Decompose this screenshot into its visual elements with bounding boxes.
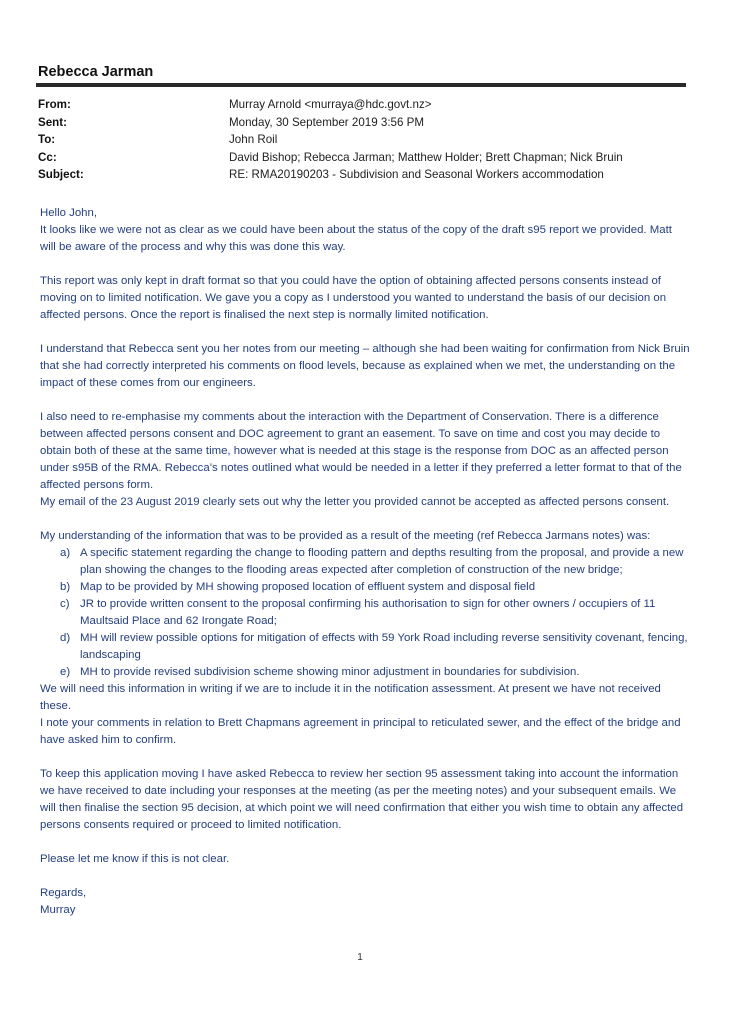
from-label: From:	[38, 98, 71, 111]
from-row	[38, 96, 688, 114]
paragraph-4: I also need to re-emphasise my comments about the interaction with the Department of Conservation. There is a difference between affected persons consent and DOC agreement to grant an easement. To save on time and cost you may decide to obtain both of these at the same time, however what is needed at this stage is the response from DOC as an affected person under s95B of the RMA. Rebecca’s notes outlined what would be needed in a letter if they preferred a letter format to that of the affected persons form.	[40, 411, 682, 491]
to-label: To:	[38, 133, 56, 146]
paragraph-5: My email of the 23 August 2019 clearly sets out why the letter you provided cannot be accepted as affected persons consent.	[40, 496, 670, 508]
list-item: c) JR to provide written consent to the proposal confirming his authorisation to sign for other owners / occupiers of 11 Maultsaid Place and 62 Irongate Road;	[60, 598, 656, 627]
sent-row	[38, 114, 688, 132]
paragraph-8: I note your comments in relation to Brett Chapmans agreement in principal to reticulated sewer, and the effect of the bridge and have asked him to confirm.	[40, 717, 681, 746]
cc-value: David Bishop; Rebecca Jarman; Matthew Holder; Brett Chapman; Nick Bruin	[229, 150, 623, 164]
page-number: 1	[357, 952, 363, 963]
regards: Regards,	[40, 887, 87, 899]
paragraph-1: It looks like we were not as clear as we could have been about the status of the copy of the draft s95 report we provided. Matt will be aware of the process and why this was done this way.	[40, 224, 672, 253]
list-item: a) A specific statement regarding the change to flooding pattern and depths resulting from the proposal, and provide a new plan showing the changes to the flooding areas expected after completion of construction of the new bridge;	[60, 547, 684, 576]
subject-row	[38, 166, 688, 184]
list-item: e) MH to provide revised subdivision scheme showing minor adjustment in boundaries for subdivision.	[60, 666, 580, 678]
greeting: Hello John,	[40, 207, 97, 219]
cc-label: Cc:	[38, 150, 57, 164]
sent-value: Monday, 30 September 2019 3:56 PM	[229, 115, 425, 129]
list-item: b) Map to be provided by MH showing proposed location of effluent system and disposal field	[60, 581, 536, 593]
paragraph-10: Please let me know if this is not clear.	[40, 853, 230, 865]
paragraph-9: To keep this application moving I have asked Rebecca to review her section 95 assessment taking into account the information we have received to date including your responses at the meeting (as per the meeting notes) and your subsequent emails. We will then finalise the section 95 decision, at which point we will need confirmation that either you wish time to obtain any affected persons consents required or proceed to limited notification.	[40, 768, 684, 831]
mailbox-owner-name: Rebecca Jarman	[38, 64, 154, 80]
to-value: John Roil	[229, 133, 278, 146]
subject-value: RE: RMA20190203 - Subdivision and Seasonal Workers accommodation	[229, 168, 604, 181]
from-value: Murray Arnold <murraya@hdc.govt.nz>	[229, 98, 432, 111]
email-header	[38, 96, 688, 184]
to-row	[38, 131, 688, 149]
list-item: d) MH will review possible options for mitigation of effects with 59 York Road including reverse sensitivity covenant, fencing, landscaping	[60, 632, 688, 661]
subject-label: Subject:	[38, 168, 84, 181]
cc-row	[38, 149, 688, 167]
header-divider	[36, 83, 686, 87]
paragraph-6: My understanding of the information that was to be provided as a result of the meeting (ref Rebecca Jarmans notes) was:	[40, 530, 651, 542]
paragraph-3: I understand that Rebecca sent you her notes from our meeting – although she had been waiting for confirmation from Nick Bruin that she had correctly interpreted his comments on flood levels, because as explained when we met, the understanding on the impact of these comes from our engineers.	[40, 343, 690, 389]
action-list	[40, 545, 690, 681]
email-body	[40, 205, 690, 919]
paragraph-2: This report was only kept in draft format so that you could have the option of obtaining affected persons consents instead of moving on to limited notification. We gave you a copy as I understood you wanted to understand the basis of our decision on affected persons. Once the report is finalised the next step is normally limited notification.	[40, 275, 667, 321]
paragraph-7: We will need this information in writing if we are to include it in the notification assessment. At present we have not received these.	[40, 683, 661, 712]
sent-label: Sent:	[38, 115, 67, 129]
signature: Murray	[40, 904, 76, 916]
